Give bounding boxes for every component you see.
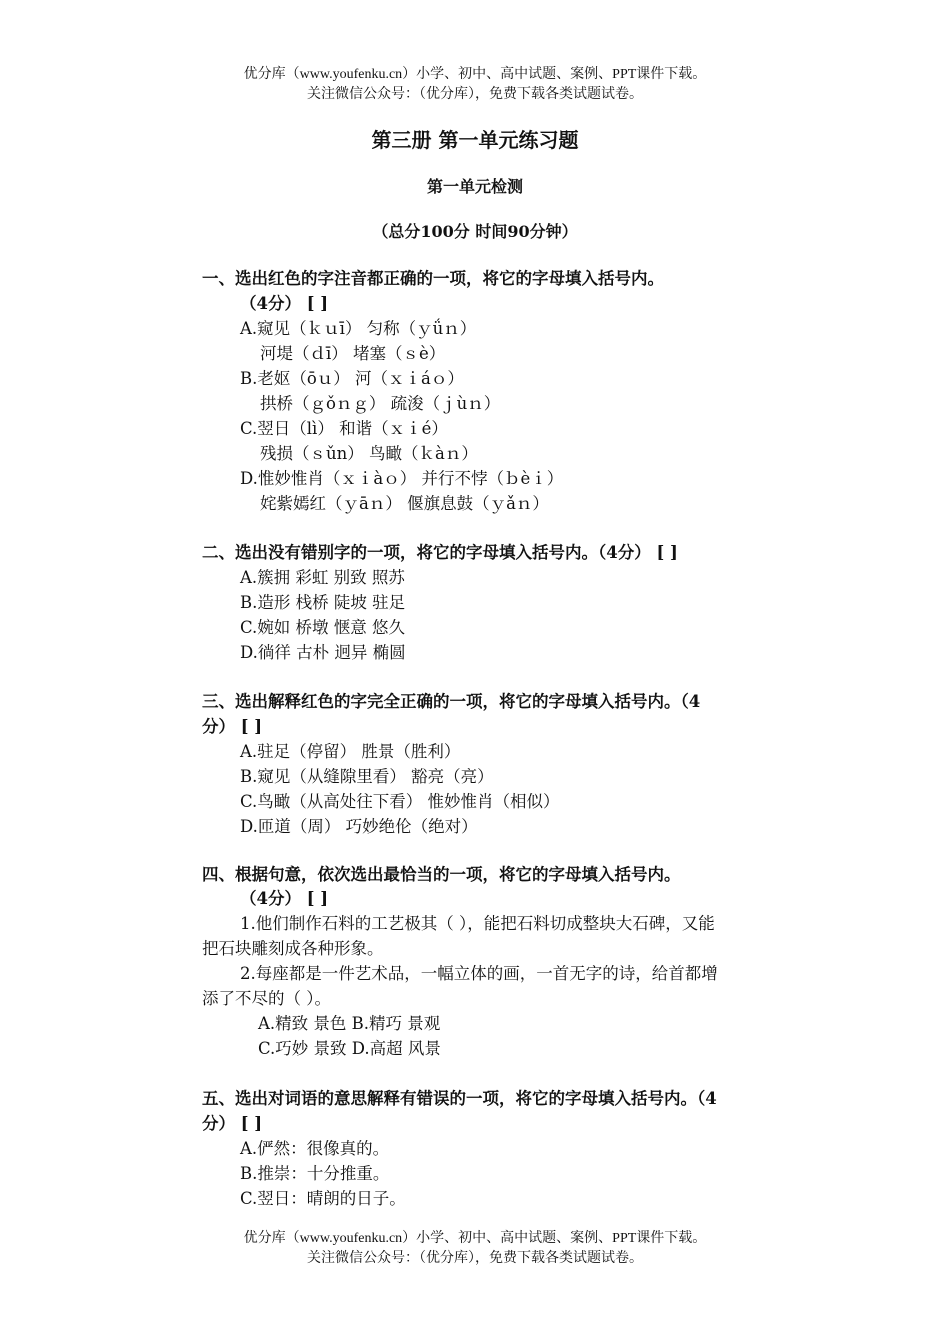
q4-options-ab: A.精致 景色 B.精巧 景观 bbox=[258, 1014, 441, 1033]
header-line-2: 关注微信公众号：（优分库），免费下载各类试题试卷。 bbox=[307, 87, 643, 102]
q5-option-b: B.推崇：十分推重。 bbox=[240, 1164, 390, 1183]
q4-points: （4分） [ ] bbox=[240, 889, 329, 908]
q1-prompt: 一、选出红色的字注音都正确的一项，将它的字母填入括号内。 bbox=[202, 269, 664, 288]
q1-option-a1: A.窥见（ｋｕī） 匀称（ｙǘｎ） bbox=[240, 319, 477, 338]
q5-prompt: 五、选出对词语的意思解释有错误的一项，将它的字母填入括号内。（4 bbox=[202, 1089, 717, 1108]
q4-prompt: 四、根据句意，依次选出最恰当的一项，将它的字母填入括号内。 bbox=[202, 865, 681, 884]
q3-option-c: C.鸟瞰（从高处往下看） 惟妙惟肖（相似） bbox=[240, 792, 560, 811]
q2-option-a: A.簇拥 彩虹 别致 照苏 bbox=[240, 568, 405, 587]
q2-option-c: C.婉如 桥墩 惬意 悠久 bbox=[240, 618, 406, 637]
q1-option-b2: 拱桥（ｇǒｎｇ） 疏浚（ｊùｎ） bbox=[260, 394, 501, 413]
q4-sentence-1a: 1.他们制作石料的工艺极其（ ），能把石料切成整块大石碑，又能 bbox=[240, 914, 715, 933]
q3-prompt-cont: 分） [ ] bbox=[202, 717, 263, 736]
header-line-1: 优分库（www.youfenku.cn）小学、初中、高中试题、案例、PPT课件下载。 bbox=[243, 67, 707, 82]
q2-prompt: 二、选出没有错别字的一项，将它的字母填入括号内。（4分） [ ] bbox=[202, 543, 678, 562]
q4-sentence-2b: 添了不尽的（ ）。 bbox=[202, 989, 331, 1008]
q1-option-d1: D.惟妙惟肖（ｘｉàｏ） 并行不悖（ｂèｉ） bbox=[240, 469, 564, 488]
q1-option-a2: 河堤（ｄī） 堵塞（ｓè） bbox=[260, 344, 446, 363]
q3-option-d: D.匝道（周） 巧妙绝伦（绝对） bbox=[240, 817, 478, 836]
q4-sentence-1b: 把石块雕刻成各种形象。 bbox=[202, 939, 384, 958]
q5-option-a: A.俨然：很像真的。 bbox=[240, 1139, 390, 1158]
q1-option-d2: 姹紫嫣红（ｙāｎ） 偃旗息鼓（ｙǎｎ） bbox=[260, 494, 549, 513]
q1-option-c2: 残损（ｓǔn） 鸟瞰（ｋàｎ） bbox=[260, 444, 478, 463]
q2-option-b: B.造形 栈桥 陡坡 驻足 bbox=[240, 593, 406, 612]
q5-prompt-cont: 分） [ ] bbox=[202, 1114, 263, 1133]
q1-option-c1: C.翌日（lì） 和谐（ｘｉé） bbox=[240, 419, 448, 438]
score-info: （总分100分 时间90分钟） bbox=[372, 222, 578, 241]
footer-line-2: 关注微信公众号：（优分库），免费下载各类试题试卷。 bbox=[307, 1251, 643, 1266]
section-subtitle: 第一单元检测 bbox=[426, 177, 523, 196]
q5-option-c: C.翌日：晴朗的日子。 bbox=[240, 1189, 406, 1208]
page-title: 第三册 第一单元练习题 bbox=[371, 128, 579, 152]
q3-prompt: 三、选出解释红色的字完全正确的一项，将它的字母填入括号内。（4 bbox=[202, 692, 701, 711]
q2-option-d: D.徜徉 古朴 迥异 椭圆 bbox=[240, 643, 406, 662]
footer-line-1: 优分库（www.youfenku.cn）小学、初中、高中试题、案例、PPT课件下载。 bbox=[243, 1231, 707, 1246]
q3-option-a: A.驻足（停留） 胜景（胜利） bbox=[240, 742, 461, 761]
q4-options-cd: C.巧妙 景致 D.高超 风景 bbox=[258, 1039, 441, 1058]
q3-option-b: B.窥见（从缝隙里看） 豁亮（亮） bbox=[240, 767, 494, 786]
q1-points: （4分） [ ] bbox=[240, 294, 329, 313]
q1-option-b1: B.老妪（ōｕ） 河（ｘｉáｏ） bbox=[240, 369, 464, 388]
q4-sentence-2a: 2.每座都是一件艺术品，一幅立体的画，一首无字的诗，给首都增 bbox=[240, 964, 718, 983]
